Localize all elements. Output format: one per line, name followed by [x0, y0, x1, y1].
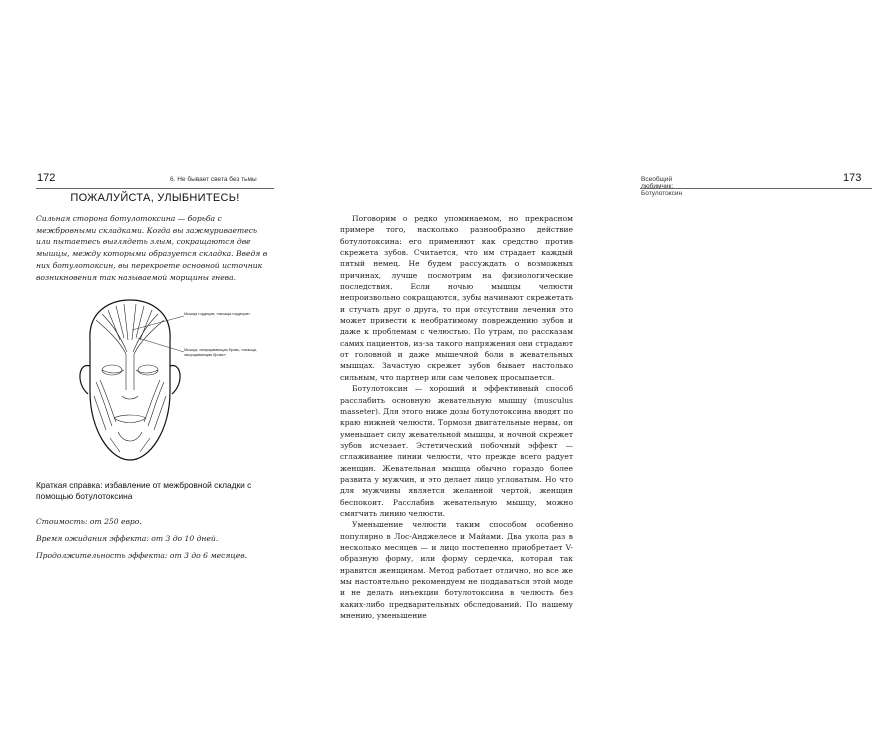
callout-procerus: Мышца гордецов, «мышца гордецов» — [184, 312, 251, 316]
paragraph: Поговорим о редко упоминаемом, но прекрасном примере того, насколько разнообразно действие ботулотоксина: его применяют как средство против скрежета зубов. Считается, что им страдает каждый пятый немец. Не будем рассуждать о возможных причинах, лучше посмотрим на физиологические последствия. Если ночью мышцы челюсти непроизвольно сокращаются, зубы начинают скрежетать и стучать друг о друга, то при отсутствии лечения это может привести к необратимому повреждению зубов и даже к проблемам с челюстью. По утрам, по рассказам самих пациентов, из-за такого напряжения они страдают от головной и даже мышечной боли в жевательных мышцах. Зачастую скрежет зубов бывает настолько сильным, что партнер или сам человек просыпается. — [340, 214, 573, 382]
intro-paragraph: Сильная сторона ботулотоксина — борьба с межбровными складками. Когда вы зажмуриваетесь или пытаетесь выглядеть злым, сокращаются две мышцы, между которыми образуется складка. Введя в них ботулотоксин, вы перекроете основной источник возникновения так называемой морщины гнева. — [36, 214, 268, 282]
left-page-number: 172 — [37, 172, 56, 184]
right-running-head: Всеобщий любимчик: Ботулотоксин — [641, 176, 683, 197]
face-illustration — [60, 300, 290, 470]
paragraph: Ботулотоксин — хороший и эффективный способ расслабить основную жевательную мышцу (musculus masseter). Для этого ниже дозы ботулотоксина вводят по краю нижней челюсти. Тормозя двигательные нервы, он уменьшает силу жевательной мышцы, и ночной скрежет зубов исчезает. Эстетический побочный эффект — сглаживание линии челюсти, что прежде всего радует женщин. Жевательная мышца обычно гораздо более развита у мужчин, и это делает лицо угловатым. Но что для мужчины является желанной чертой, женщин беспокоит. Расслабив жевательную мышцу, можно смягчить линию челюсти. — [340, 384, 573, 518]
right-page-number: 173 — [843, 172, 862, 184]
quick-reference-heading: Краткая справка: избавление от межбровной складки с помощью ботулотоксина — [36, 480, 252, 501]
left-running-head: 6. Не бывает света без тьмы — [170, 176, 257, 183]
left-page — [0, 0, 300, 750]
paragraph: Уменьшение челюсти таким способом особенно популярно в Лос-Анджелесе и Майами. Два укола раз в несколько месяцев — и лицо постепенно приобретает V-образную форму, или форму сердечка, которая так нравится женщинам. Метод работает отлично, но все же мы настоятельно рекомендуем не поддаваться этой моде и не делать инъекции ботулотоксина в челюсть без каких-либо предварительных обследований. По нашему мнению, уменьшение — [340, 520, 573, 621]
fact-duration: Продолжительность эффекта: от 3 до 6 месяцев. — [36, 551, 248, 560]
face-muscle-figure — [60, 300, 290, 470]
fact-wait-time: Время ожидания эффекта: от 3 до 10 дней. — [36, 534, 219, 543]
callout-corrugator: Мышца, сморщивающая бровь, «мышца, сморщивающая бровь» — [184, 348, 257, 357]
fact-cost: Стоимость: от 250 евро. — [36, 517, 142, 526]
section-title: ПОЖАЛУЙСТА, УЛЫБНИТЕСЬ! — [70, 192, 240, 204]
right-body-text — [340, 213, 573, 621]
